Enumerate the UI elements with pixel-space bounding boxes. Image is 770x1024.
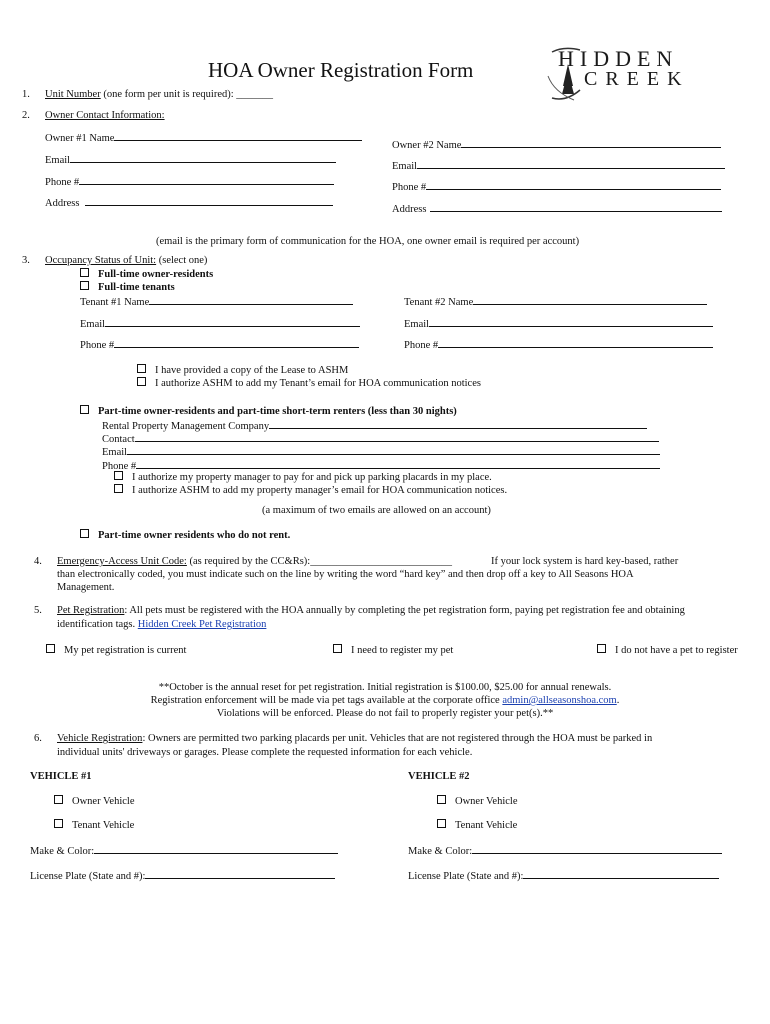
max-emails-note: (a maximum of two emails are allowed on an account) — [262, 505, 491, 516]
vehicle1-tenant-option[interactable]: Tenant Vehicle — [54, 819, 134, 831]
hidden-creek-logo — [544, 42, 704, 106]
checkbox[interactable] — [437, 819, 446, 828]
vehicle2-plate-field[interactable]: License Plate (State and #): — [408, 868, 719, 882]
lease-checkbox-row[interactable]: I have provided a copy of the Lease to ASHM — [137, 364, 348, 376]
authorize-tenant-checkbox-row[interactable]: I authorize ASHM to add my Tenant’s email for HOA communication notices — [137, 377, 481, 389]
unit-number-field[interactable]: Unit Number (one form per unit is required): _______ — [45, 89, 274, 100]
vehicle1-heading: VEHICLE #1 — [30, 771, 92, 782]
checkbox[interactable] — [80, 281, 89, 290]
pet-registration-link[interactable]: Hidden Creek Pet Registration — [137, 619, 267, 630]
owner2-address-field[interactable]: Address — [392, 201, 722, 215]
checkbox[interactable] — [114, 471, 123, 480]
vehicle1-owner-option[interactable]: Owner Vehicle — [54, 795, 135, 807]
pet-note-1: **October is the annual reset for pet registration. Initial registration is $100.00, $25.00 for annual renewals. — [158, 682, 612, 693]
vehicle1-make-field[interactable]: Make & Color: — [30, 843, 338, 857]
vehicle1-plate-field[interactable]: License Plate (State and #): — [30, 868, 335, 882]
occupancy-heading: Occupancy Status of Unit: (select one) — [45, 255, 208, 266]
occupancy-option-part-time-no-rent[interactable]: Part-time owner residents who do not rent. — [80, 529, 290, 541]
section-number: 5. — [34, 605, 42, 616]
checkbox[interactable] — [137, 377, 146, 386]
checkbox[interactable] — [80, 529, 89, 538]
admin-email-link[interactable]: admin@allseasonshoa.com — [502, 695, 617, 706]
pet-registration-line2: identification tags. Hidden Creek Pet Registration — [57, 619, 267, 630]
emergency-code-note-line2: than electronically coded, you must indicate such on the line by writing the word “hard key” and then drop off a key to All Seasons HOA — [57, 569, 634, 580]
pet-note-3: Violations will be enforced. Please do not fail to properly register your pet(s).** — [216, 708, 554, 719]
logo-line1: HIDDEN — [558, 46, 679, 71]
page-title: HOA Owner Registration Form — [208, 58, 474, 82]
checkbox[interactable] — [114, 484, 123, 493]
vehicle2-owner-option[interactable]: Owner Vehicle — [437, 795, 518, 807]
section-number: 1. — [22, 89, 30, 100]
owner-contact-heading: Owner Contact Information: — [45, 110, 165, 121]
manager-email-field[interactable]: Email — [102, 444, 660, 458]
occupancy-option-full-time-tenant[interactable]: Full-time tenants — [80, 281, 175, 293]
vehicle2-tenant-option[interactable]: Tenant Vehicle — [437, 819, 517, 831]
logo-line2: CREEK — [584, 68, 690, 90]
checkbox[interactable] — [80, 268, 89, 277]
tenant2-name-field[interactable]: Tenant #2 Name — [404, 294, 707, 308]
pet-option-no-pet[interactable]: I do not have a pet to register — [597, 644, 738, 656]
owner2-phone-field[interactable]: Phone # — [392, 179, 721, 193]
authorize-pay-checkbox-row[interactable]: I authorize my property manager to pay for and pick up parking placards in my place. — [114, 471, 492, 483]
vehicle-registration-line2: individual units' driveways or garages. Please complete the requested information for each vehicle. — [57, 747, 473, 758]
pet-note-2: Registration enforcement will be made via pet tags available at the corporate office admin@allseasonshoa.com. — [150, 695, 620, 706]
manager-phone-field[interactable]: Phone # — [102, 458, 660, 472]
occupancy-option-part-time-renters[interactable]: Part-time owner-residents and part-time short-term renters (less than 30 nights) — [80, 405, 457, 417]
owner2-email-field[interactable]: Email — [392, 158, 725, 172]
checkbox[interactable] — [333, 644, 342, 653]
vehicle2-heading: VEHICLE #2 — [408, 771, 470, 782]
tenant2-phone-field[interactable]: Phone # — [404, 337, 713, 351]
section-number: 6. — [34, 733, 42, 744]
pet-option-need-register[interactable]: I need to register my pet — [333, 644, 453, 656]
checkbox[interactable] — [54, 819, 63, 828]
authorize-manager-checkbox-row[interactable]: I authorize ASHM to add my property manager’s email for HOA communication notices. — [114, 484, 507, 496]
checkbox[interactable] — [46, 644, 55, 653]
emergency-code-note-line3: Management. — [57, 582, 115, 593]
owner1-address-field[interactable]: Address — [45, 195, 333, 209]
occupancy-option-full-time-owner[interactable]: Full-time owner-residents — [80, 268, 213, 280]
vehicle-registration-text: Vehicle Registration: Owners are permitted two parking placards per unit. Vehicles that are not registered through the HOA must be parked in — [57, 733, 653, 744]
pet-registration-text: Pet Registration: All pets must be registered with the HOA annually by completing the pet registration form, paying pet registration fee and obtaining — [57, 605, 685, 616]
vehicle2-make-field[interactable]: Make & Color: — [408, 843, 722, 857]
tenant1-phone-field[interactable]: Phone # — [80, 337, 359, 351]
email-note: (email is the primary form of communication for the HOA, one owner email is required per account) — [156, 236, 580, 247]
rental-company-field[interactable]: Rental Property Management Company — [102, 418, 647, 432]
checkbox[interactable] — [80, 405, 89, 414]
section-number: 2. — [22, 110, 30, 121]
checkbox[interactable] — [437, 795, 446, 804]
owner1-email-field[interactable]: Email — [45, 152, 336, 166]
tenant1-name-field[interactable]: Tenant #1 Name — [80, 294, 353, 308]
emergency-code-field[interactable]: Emergency-Access Unit Code: (as required by the CC&Rs):___________________________ — [57, 556, 452, 567]
contact-field[interactable]: Contact — [102, 431, 659, 445]
section-number: 3. — [22, 255, 30, 266]
emergency-code-note: If your lock system is hard key-based, rather — [491, 556, 679, 567]
checkbox[interactable] — [54, 795, 63, 804]
checkbox[interactable] — [137, 364, 146, 373]
tenant2-email-field[interactable]: Email — [404, 316, 713, 330]
checkbox[interactable] — [597, 644, 606, 653]
pet-option-current[interactable]: My pet registration is current — [46, 644, 186, 656]
section-number: 4. — [34, 556, 42, 567]
owner2-name-field[interactable]: Owner #2 Name — [392, 137, 721, 151]
owner1-name-field[interactable]: Owner #1 Name — [45, 130, 362, 144]
tenant1-email-field[interactable]: Email — [80, 316, 360, 330]
owner1-phone-field[interactable]: Phone # — [45, 174, 334, 188]
